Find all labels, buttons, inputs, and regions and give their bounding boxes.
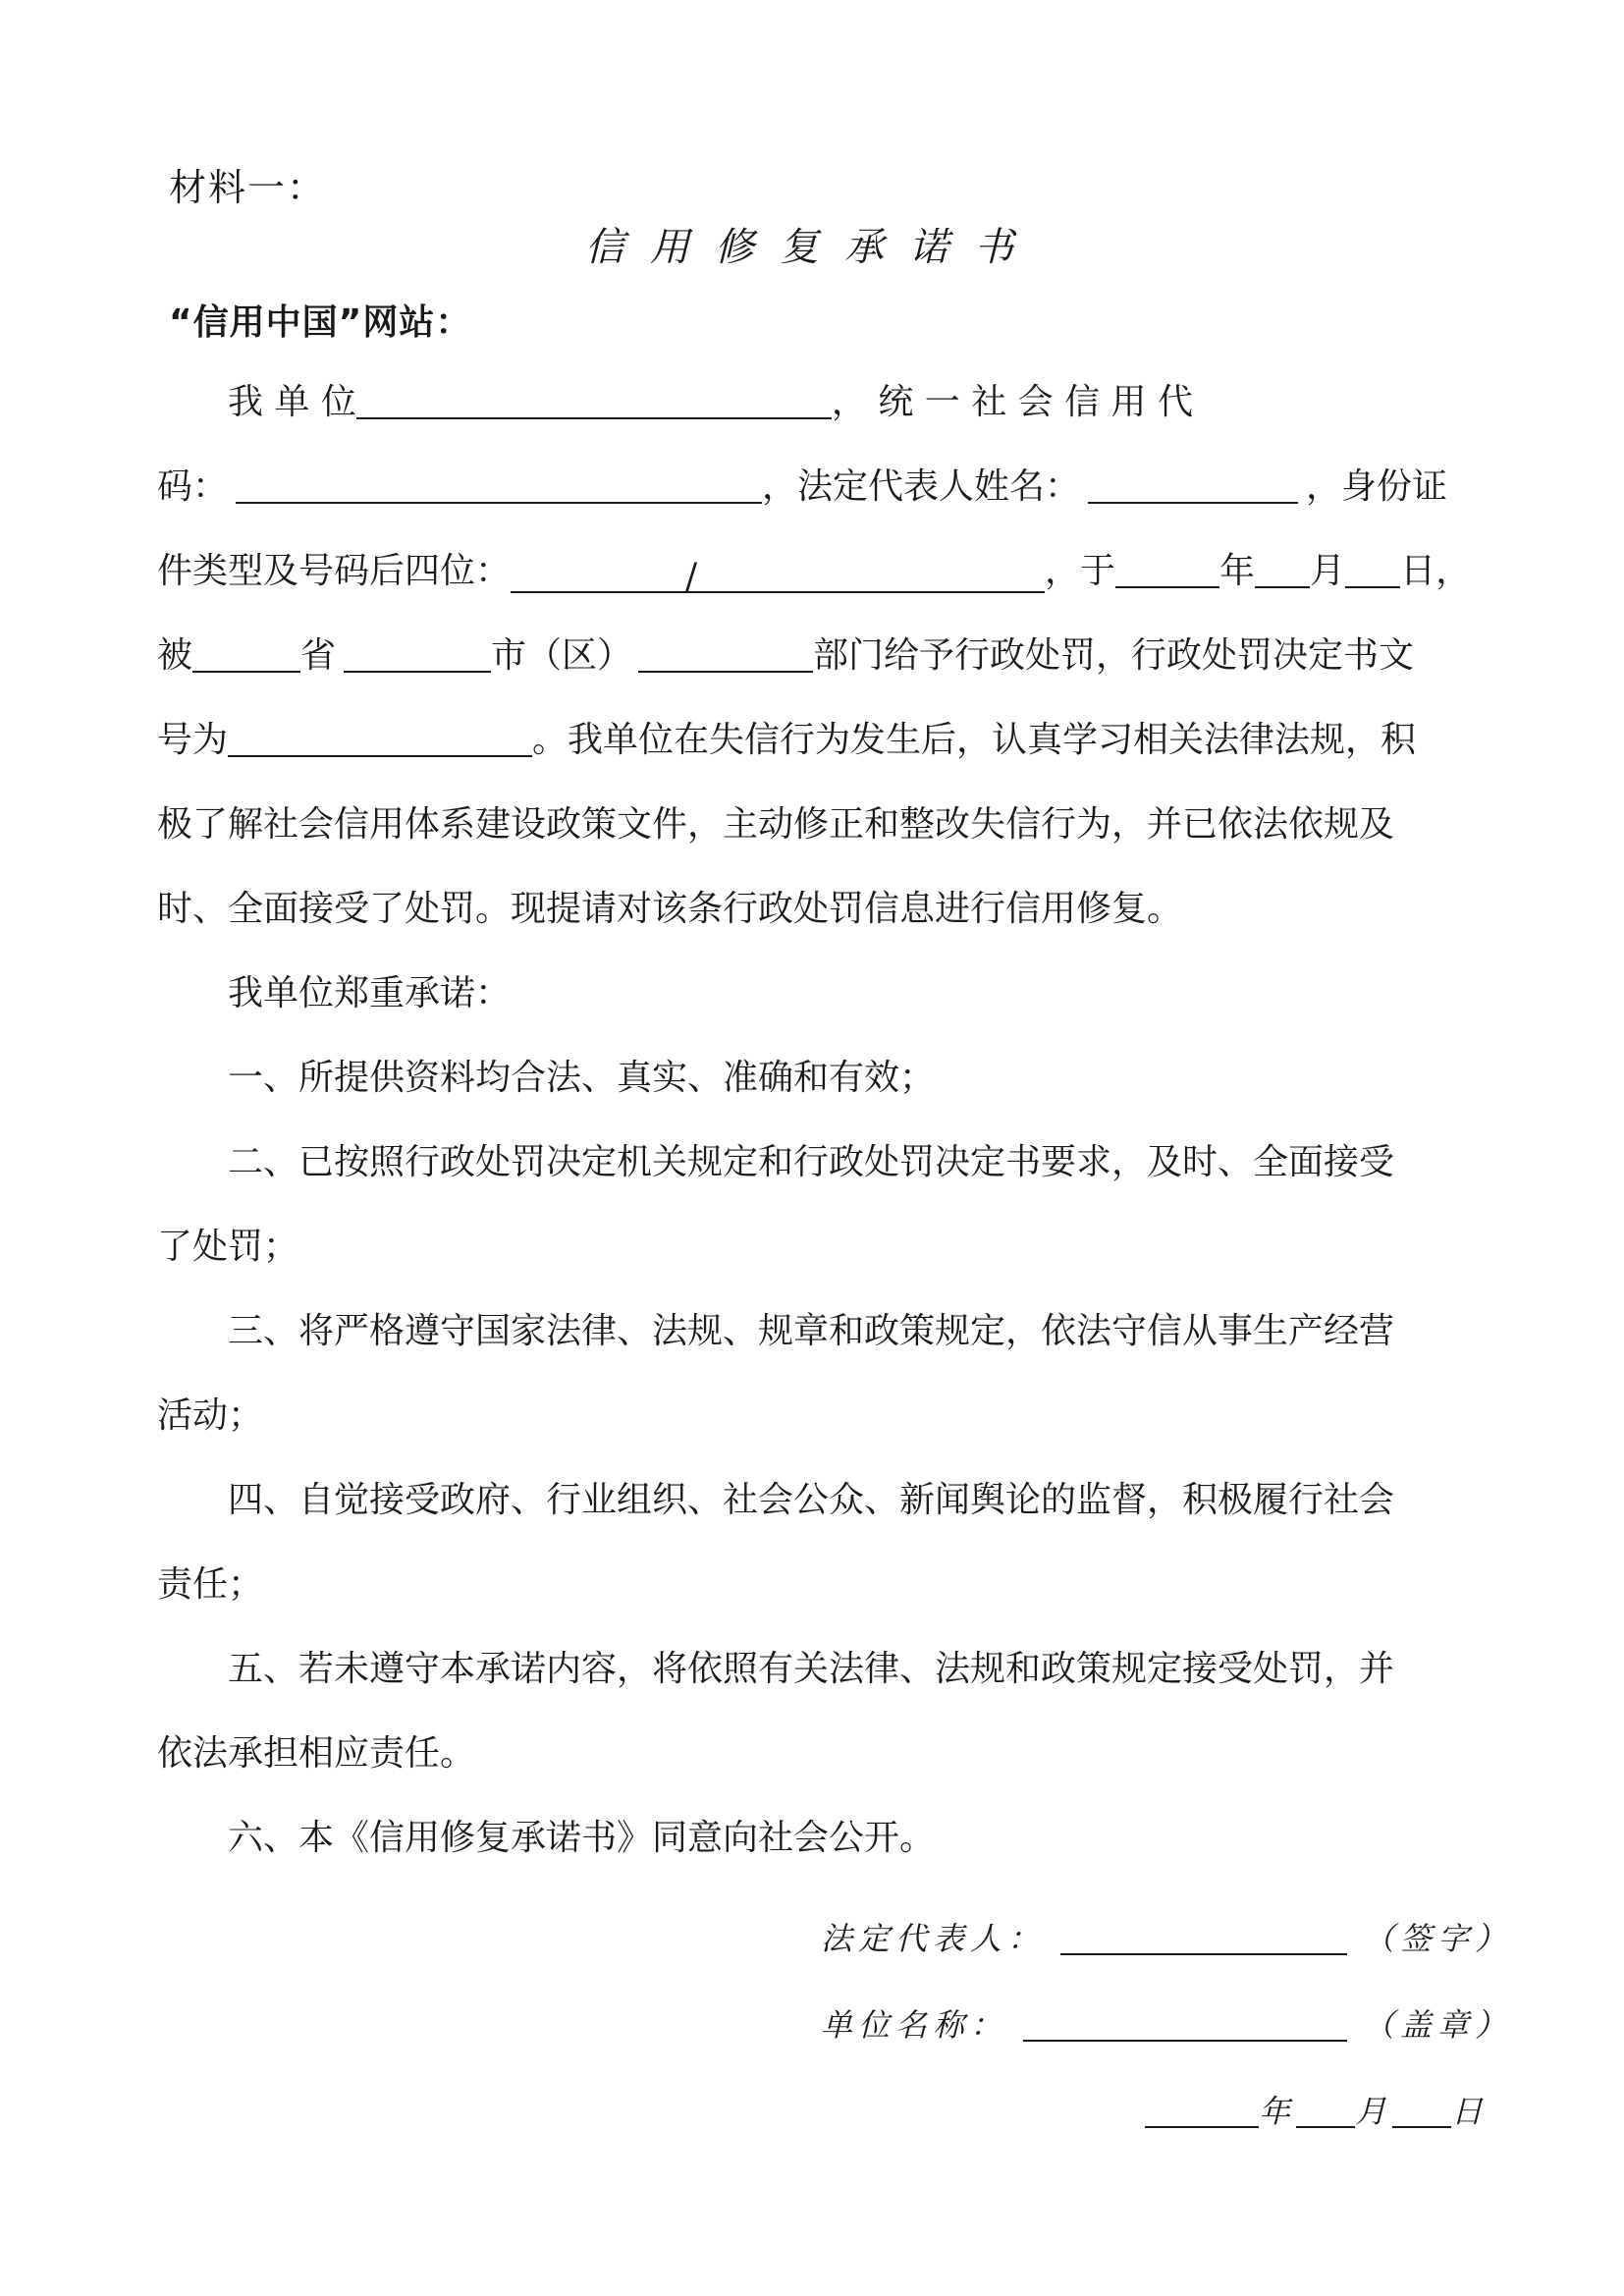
commitment-item: 一、所提供资料均合法、真实、准确和有效； xyxy=(228,1058,936,1098)
legal-rep-name-blank[interactable] xyxy=(1088,465,1298,504)
paragraph-line: 极了解社会信用体系建设政策文件，主动修正和整改失信行为，并已依法依规及 xyxy=(157,804,1395,845)
commitment-item: 五、若未遵守本承诺内容，将依照有关法律、法规和政策规定接受处罚，并 xyxy=(228,1649,1395,1689)
commitment-item-cont: 了处罚； xyxy=(157,1227,299,1267)
commitment-item-cont: 依法承担相应责任。 xyxy=(157,1733,476,1774)
commitment-item: 三、将严格遵守国家法律、法规、规章和政策规定，依法守信从事生产经营 xyxy=(228,1311,1395,1351)
legal-rep-signature-blank[interactable] xyxy=(1060,1920,1347,1955)
addressee: “信用中国”网站： xyxy=(169,302,472,343)
signature-date-row: 年 月 日 xyxy=(1145,2090,1489,2133)
document-title: 信用修复承诺书 xyxy=(585,225,1039,270)
commitment-item: 六、本《信用修复承诺书》同意向社会公开。 xyxy=(228,1818,936,1858)
unit-name-blank[interactable] xyxy=(356,380,832,419)
department-blank[interactable] xyxy=(638,633,813,673)
paragraph-line: 件类型及号码后四位： / ，于 年 月 日， xyxy=(157,551,1472,597)
commitment-intro: 我单位郑重承诺： xyxy=(228,973,512,1013)
paragraph-line: 被 省 市（区） 部门给予行政处罚，行政处罚决定书文 xyxy=(157,635,1415,676)
material-label: 材料一： xyxy=(169,166,327,209)
unit-seal-row: 单位名称： （盖章） xyxy=(821,2006,1513,2044)
commitment-item: 四、自觉接受政府、行业组织、社会公众、新闻舆论的监督，积极履行社会 xyxy=(228,1480,1395,1520)
credit-code-blank[interactable] xyxy=(236,465,762,504)
penalty-year-blank[interactable] xyxy=(1115,549,1219,588)
paragraph-line: 号为 。我单位在失信行为发生后，认真学习相关法律法规，积 xyxy=(157,720,1417,760)
id-type-number-blank[interactable]: / xyxy=(511,554,1045,593)
sign-month-blank[interactable] xyxy=(1296,2093,1355,2128)
legal-rep-signature-row: 法定代表人： （签字） xyxy=(821,1920,1513,1957)
penalty-day-blank[interactable] xyxy=(1345,549,1400,588)
penalty-month-blank[interactable] xyxy=(1255,549,1310,588)
commitment-item: 二、已按照行政处罚决定机关规定和行政处罚决定书要求，及时、全面接受 xyxy=(228,1142,1395,1182)
province-blank[interactable] xyxy=(192,633,300,673)
city-blank[interactable] xyxy=(344,633,491,673)
commitment-item-cont: 责任； xyxy=(157,1564,264,1605)
commitment-item-cont: 活动； xyxy=(157,1395,264,1436)
sign-day-blank[interactable] xyxy=(1392,2093,1451,2128)
paragraph-line: 时、全面接受了处罚。现提请对该条行政处罚信息进行信用修复。 xyxy=(157,889,1183,929)
decision-number-blank[interactable] xyxy=(228,718,532,757)
paragraph-line: 我 单 位 ， 统 一 社 会 信 用 代 xyxy=(228,382,1193,422)
sign-year-blank[interactable] xyxy=(1145,2093,1259,2128)
unit-name-seal-blank[interactable] xyxy=(1023,2006,1347,2042)
paragraph-line: 码： ，法定代表人姓名： ，身份证 xyxy=(157,466,1448,507)
